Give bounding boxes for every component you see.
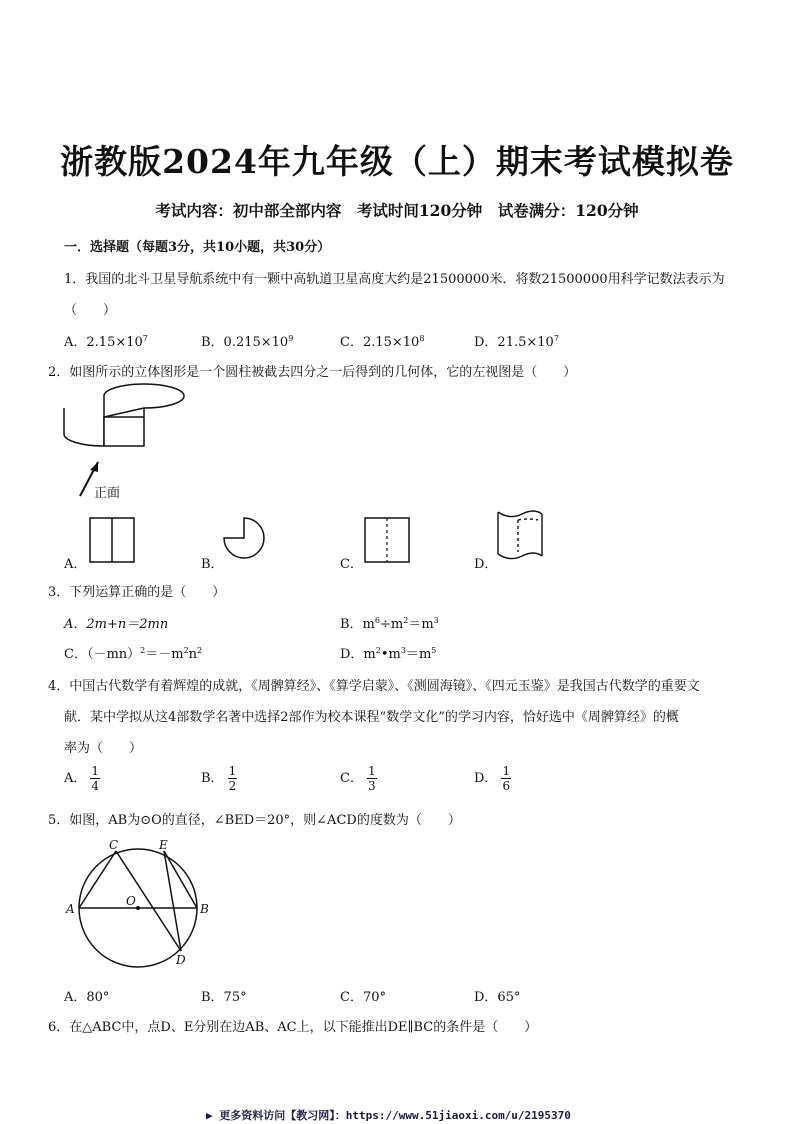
q1-option-b: B．$0.215\times 10^9$ bbox=[201, 334, 294, 350]
q2-option-c-label: C． bbox=[340, 557, 363, 572]
q4-option-d: D． $\frac{1}{6}$ bbox=[474, 764, 511, 793]
q4-option-c: C． $\frac{1}{3}$ bbox=[340, 764, 376, 793]
q6-text: 6．在△ABC中，点D、E分别在边AB、AC上，以下能推出DE∥BC的条件是（ ） bbox=[48, 1020, 538, 1035]
q2-text: 2．如图所示的立体图形是一个圆柱被截去四分之一后得到的几何体，它的左视图是（ ） bbox=[48, 365, 577, 380]
q1-option-c: C．$2.15\times 10^8$ bbox=[340, 334, 425, 350]
q1-text-line2: （ ） bbox=[64, 303, 117, 318]
q4-text-line1: 4．中国古代数学有着辉煌的成就，《周髀算经》、《算学启蒙》、《测圆海镜》、《四元玉鉴》是我国古代数学的重要文 bbox=[48, 679, 700, 694]
q3-text: 3．下列运算正确的是（ ） bbox=[48, 585, 226, 600]
q4-text-line3: 率为（ ） bbox=[64, 741, 143, 756]
section-heading: 一．选择题（每题3分，共10小题，共30分） bbox=[64, 240, 331, 255]
q5-option-b: B．75° bbox=[201, 990, 247, 1005]
q5-label-d: D bbox=[176, 953, 186, 967]
q1-text-line1: 1．我国的北斗卫星导航系统中有一颗中高轨道卫星高度大约是21500000米．将数21500000用科学记数法表示为 bbox=[64, 272, 725, 287]
q5-text: 5．如图，AB为⊙O的直径，∠BED＝20°，则∠ACD的度数为（ ） bbox=[48, 813, 461, 828]
q2-option-b-label: B． bbox=[201, 557, 224, 572]
q2-option-b-figure bbox=[222, 516, 268, 562]
exam-info: 考试内容：初中部全部内容 考试时间120分钟 试卷满分：120分钟 bbox=[155, 201, 639, 220]
q1-option-d: D．$21.5\times 10^7$ bbox=[474, 334, 559, 350]
q1-option-a: A．$2.15\times 10^7$ bbox=[64, 334, 148, 350]
q2-option-c-figure bbox=[364, 517, 410, 563]
q4-text-line2: 献．某中学拟从这4部数学名著中选择2部作为校本课程“数学文化”的学习内容，恰好选中《周髀算经》的概 bbox=[64, 710, 679, 725]
q3-option-a: A．2m+n＝2mn bbox=[64, 617, 169, 632]
q4-option-a: A． $\frac{1}{4}$ bbox=[64, 764, 100, 793]
q5-option-d: D．65° bbox=[474, 990, 521, 1005]
q5-label-e: E bbox=[159, 838, 168, 852]
q2-front-label: 正面 bbox=[94, 486, 121, 501]
q5-label-o: O bbox=[126, 894, 136, 908]
q5-label-c: C bbox=[109, 838, 119, 852]
q2-option-a-figure bbox=[89, 517, 135, 563]
q2-option-d-label: D． bbox=[474, 557, 498, 572]
q5-circle-figure bbox=[64, 838, 214, 968]
q2-option-d-figure bbox=[496, 508, 546, 564]
page-title: 浙教版2024年九年级（上）期末考试模拟卷 bbox=[60, 142, 734, 181]
q5-label-b: B bbox=[200, 902, 209, 916]
q5-label-a: A bbox=[66, 902, 75, 916]
q4-option-b: B． $\frac{1}{2}$ bbox=[201, 764, 237, 793]
q5-option-c: C．70° bbox=[340, 990, 386, 1005]
footer-link[interactable]: ▶ 更多资料访问【教习网】：https://www.51jiaoxi.com/u/2195370 bbox=[206, 1109, 571, 1122]
q5-option-a: A．80° bbox=[64, 990, 110, 1005]
q2-option-a-label: A． bbox=[64, 557, 87, 572]
q3-option-d: D．$m^2•m^3=m^5$ bbox=[340, 646, 437, 662]
q3-option-c: C．$(-mn)^2=-m^2n^2$ bbox=[64, 646, 203, 662]
q3-option-b: B．$m^6\div m^2=m^3$ bbox=[340, 616, 439, 632]
